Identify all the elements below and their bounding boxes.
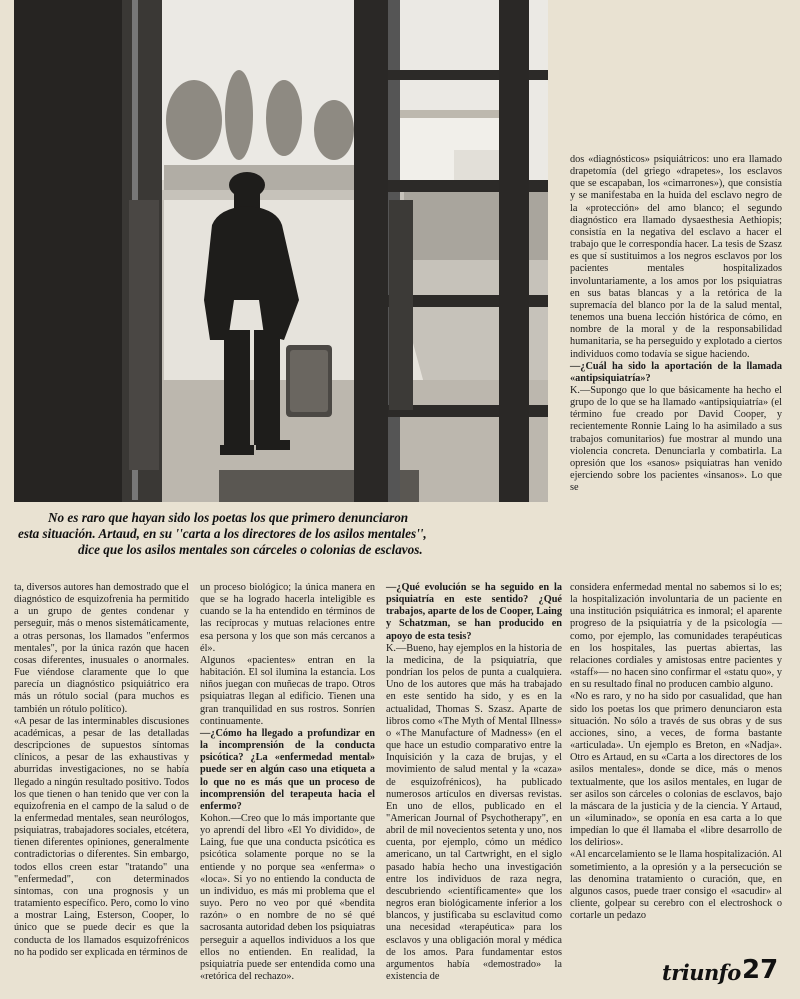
paragraph: K.—Supongo que lo que básicamente ha hecho el grupo de lo que se ha llamado «antipsiquiatría» (el término fue creado por David Cooper, y recientemente Ronnie Laing lo ha asimilado a sus trabajos comunitarios) fue mostrar al mundo una violencia concreta. Denunciarla y combatirla. La opresión que los «sanos» psiquiatras han venido ejerciendo sobre los pacientes «insanos». Lo que se bbox=[570, 384, 782, 494]
caption-line-2: esta situación. Artaud, en su ''carta a los directores de los asilos mentales'', bbox=[18, 526, 427, 541]
right-column-top bbox=[570, 154, 782, 494]
photo-caption bbox=[18, 510, 558, 558]
caption-line-1: No es raro que hayan sido los poetas los que primero denunciaron bbox=[48, 510, 409, 525]
paragraph: «Al encarcelamiento se le llama hospitalización. Al sometimiento, a la opresión y a la persecución se las denomina tratamiento o curación, que, en algunos casos, puede traer consigo el «sacudir» al cliente, golpear su cerebro con el electroshock o cortarle un pedazo bbox=[570, 849, 782, 922]
question-paragraph: —¿Cómo ha llegado a profundizar en la incomprensión de la conducta psicótica? ¿La «enfermedad mental» puede ser en algún caso una etiqueta a lo que no es más que un proceso de incomprensión del terapeuta hacia el enfermo? bbox=[200, 727, 375, 812]
paragraph: Kohon.—Creo que lo más importante que yo aprendí del libro «El Yo dividido», de Laing, fue que una conducta psicótica es psicótica solamente porque no se la entiende y no porque sea «enferma» o «loca». Si yo no entiendo la conducta de un individuo, es más mi problema que el suyo. Pero no veo por qué «bendita razón» o en nombre de no sé qué sacrosanta autoridad deben los psiquiatras perseguir a aquellos individuos a los que ellos no entienden. En realidad, la psiquiatría puede ser entendida como una «retórica del rechazo». bbox=[200, 812, 375, 982]
paragraph: K.—Bueno, hay ejemplos en la historia de la medicina, de la psiquiatría, que pondrían los pelos de punta a cualquiera. Uno de los autores que más ha trabajado en este sentido ha sido, y es en la actualidad, Thomas S. Szasz. Aparte de libros como «The Myth of Mental Illness» o «The Manufacture of Madness» (en el que hace un estudio comparativo entre la Inquisición y la caza de brujas, y el movimiento de salud mental y la «caza» de esquizofrénicos), ha publicado numerosos artículos en diversas revistas. En uno de ellos, publicado en el "American Journal of Psychotherapy", en abril de mil novecientos setenta y uno, nos cuenta, por ejemplo, cómo un médico americano, un tal Cartwright, en el siglo pasado había hecho una investigación entre los individuos de raza negra, descubriendo «científicamente» que los negros eran biológicamente inferior a los blancos, y justificaba su esclavitud como una necesidad «terapéutica» para los esclavos y una obligación moral y médica de los amos. Para fundamentar estos argumentos había «demostrado» la existencia de bbox=[386, 642, 562, 982]
text-column-2 bbox=[200, 582, 375, 983]
photo-illustration bbox=[14, 0, 548, 502]
question-paragraph: —¿Cuál ha sido la aportación de la llamada «antipsiquiatría»? bbox=[570, 360, 782, 384]
paragraph: un proceso biológico; la única manera en que se ha logrado hacerla inteligible es cuando se la ha entendido en términos de las recíprocas y mutuas relaciones entre esa persona y los que son más cercanos a él». bbox=[200, 582, 375, 654]
question-paragraph: —¿Qué evolución se ha seguido en la psiquiatría en este sentido? ¿Qué trabajos, aparte de los de Cooper, Laing y Schatzman, se han producido en apoyo de esta tesis? bbox=[386, 582, 562, 642]
text-column-4 bbox=[570, 582, 782, 922]
text-column-1 bbox=[14, 582, 189, 959]
paragraph: «No es raro, y no ha sido por casualidad, que han sido los poetas los que primero denunciaron esta situación. No sólo a través de sus obras y de sus acciones, sino, a veces, de forma bastante «articulada». Un ejemplo es Breton, en «Nadja». Otro es Artaud, en su «Carta a los directores de los asilos mentales», donde se dice, más o menos textualmente, que los asilos mentales, en lugar de ser asilos son cárceles o colonias de esclavos, bajo la máscara de la justicia y de la ciencia. Y Artaud, un «iluminado», se oponía en esa carta a lo que impedían lo que él llamaba el «libre desarrollo de los delirios». bbox=[570, 691, 782, 849]
paragraph: dos «diagnósticos» psiquiátricos: uno era llamado drapetomía (del griego «drapetes», los esclavos que se escapaban, los «cimarrones»), que consistía y se manifestaba en la huida del esclavo negro de la «protección» del amo blanco; el segundo diagnóstico era llamado dysaesthesia Aethiopis; consistía en la negativa del esclavo a hacer el trabajo que le correspondía hacer. La tesis de Szasz es que sí sustituimos a los negros esclavos por los pacientes mentales hospitalizados involuntariamente, a los amos por los psiquiatras en sus batas blancas y a la retórica de la supremacía del blanco por la de la salud mental, tenemos una buena lección histórica de cómo, en nombre de la moral y de la responsabilidad humanitaria, se ha perseguido y explotado a ciertos individuos como todavía se sigue haciendo. bbox=[570, 154, 782, 360]
paragraph: «A pesar de las interminables discusiones académicas, a pesar de las detalladas descripciones de supuestos síntomas clínicos, a pesar de las exhaustivas y aburridas investigaciones, no se había llegado a ningún resultado positivo. Todos los que tienen o han tenido que ver con la equizofrenia en el campo de la salud o de la enfermedad mentales, sean neurólogos, psiquiatras, trabajadores sociales, etcétera, tienen diferentes opiniones, generalmente contradictorias o diferentes. Sin embargo, todos ellos creen estar "tratando" una "enfermedad", con determinados síntomas, con una prognosis y un tratamiento específico. Pero, como lo vino a mostrar Laing, Esterson, Cooper, lo único que se puede decir es que la conducta de los llamados esquizofrénicos no ha podido ser explicada en términos de bbox=[14, 715, 189, 958]
paragraph: ta, diversos autores han demostrado que el diagnóstico de esquizofrenia ha permitido a un grupo de gentes condenar y perseguir, más o menos sistemáticamente, a otras personas, los llamados "enfermos mentales", por la única razón que hacen cosas diferentes, inusuales o anormales. Fue viéndose claramente que lo que parecía un diagnóstico psiquiátrico era más un rótulo social (para muchos es también un rótulo político). bbox=[14, 582, 189, 715]
photograph-man-leaving-asylum bbox=[14, 0, 548, 502]
paragraph: Algunos «pacientes» entran en la habitación. El sol ilumina la estancia. Los niños juegan con muñecas de trapo. Otros psiquiatras llegan al edificio. Tienen una gran tranquilidad en sus rostros. Sonríen continuamente. bbox=[200, 654, 375, 727]
text-column-3 bbox=[386, 582, 562, 983]
caption-line-3: dice que los asilos mentales son cárceles o colonias de esclavos. bbox=[78, 542, 423, 557]
magazine-logo: triunfo bbox=[662, 960, 741, 985]
page-number: 27 bbox=[742, 955, 779, 985]
paragraph: considera enfermedad mental no sabemos si lo es; la hospitalización involuntaria de un paciente en una institución psiquiátrica es inmoral; el aparente progreso de la psiquiatría y de la psicología —como, por ejemplo, las comunidades terapéuticas en los hospitales, las puertas abiertas, las relaciones cordiales y amistosas entre pacientes y «staff»— no hacen sino confirmar el «statu quo», y en su resultado final no producen cambio alguno. bbox=[570, 582, 782, 691]
